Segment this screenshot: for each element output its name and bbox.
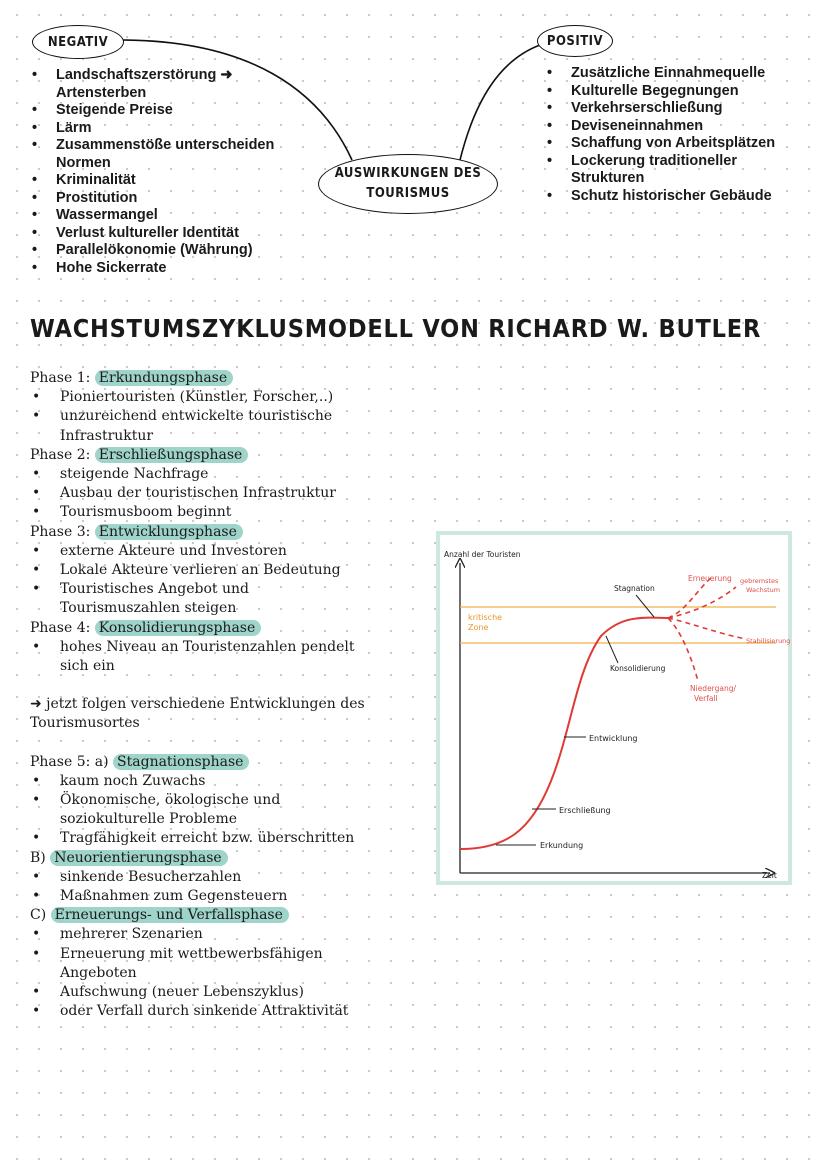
- outcome-erneuerung: Erneuerung: [688, 574, 732, 583]
- phase-1-title: [30, 369, 430, 388]
- stage-entwicklung: Entwicklung: [589, 734, 638, 743]
- phase-bullet: • sinkende Besucherzahlen: [30, 868, 430, 887]
- phase-name-highlight: Erneuerungs- und Verfallsphase: [51, 907, 289, 923]
- phase-2-title: [30, 446, 430, 465]
- phase-3-title: [30, 523, 430, 542]
- phase-bullet: • Erneuerung mit wettbewerbsfähigen: [30, 945, 430, 964]
- phase-bullet-cont: soziokulturelle Probleme: [60, 811, 238, 828]
- outcome-niedergang: Verfall: [694, 694, 718, 703]
- stage-erschliessung: Erschließung: [559, 806, 611, 815]
- phase-name-highlight: Neuorientierungsphase: [50, 850, 228, 866]
- negativ-item: • Zusammenstöße unterscheiden Normen: [30, 137, 305, 172]
- phase-bullet: • Tourismusboom beginnt: [30, 503, 430, 522]
- phase-5-title: [30, 753, 430, 772]
- negativ-item: • Wassermangel: [30, 207, 305, 225]
- negativ-list: [30, 67, 305, 277]
- center-topic-line-2: TOURISMUS: [366, 186, 450, 201]
- negativ-label: NEGATIV: [32, 25, 124, 59]
- phase-bullet-cont: Tourismuszahlen steigen: [60, 600, 237, 617]
- butler-diagram: [436, 531, 800, 891]
- stage-erkundung: Erkundung: [540, 841, 584, 850]
- positiv-label: POSITIV: [537, 25, 613, 57]
- outcome-gebremstes: Wachstum: [746, 586, 781, 594]
- phase-bullet: • Aufschwung (neuer Lebenszyklus): [30, 983, 430, 1002]
- branch-niedergang: [668, 618, 698, 681]
- phase-bullet-cont: sich ein: [60, 658, 115, 675]
- phase-bullet: • hohes Niveau an Touristenzahlen pendelt: [30, 638, 430, 657]
- positiv-item: • Deviseneinnahmen: [545, 118, 795, 136]
- positiv-item: • Verkehrserschließung: [545, 100, 795, 118]
- critical-zone-label: kritische: [468, 613, 503, 622]
- branch-gebremstes-wachstum: [668, 587, 736, 618]
- phase-prefix: Phase 3:: [30, 523, 95, 540]
- phase-prefix: Phase 4:: [30, 619, 95, 636]
- phase-bullet: • steigende Nachfrage: [30, 465, 430, 484]
- phase-name-highlight: Stagnationsphase: [113, 754, 249, 770]
- phase-bullet: • mehrerer Szenarien: [30, 925, 430, 944]
- stage-konsolidierung: Konsolidierung: [610, 664, 666, 673]
- x-axis-label: Zeit: [762, 871, 777, 880]
- phase-bullet: • Maßnahmen zum Gegensteuern: [30, 887, 430, 906]
- phase-name-highlight: Erschließungsphase: [95, 447, 249, 463]
- outcome-stabilisierung: Stabilisierung: [746, 637, 791, 645]
- negativ-item: • Lärm: [30, 120, 305, 138]
- negativ-item: • Kriminalität: [30, 172, 305, 190]
- phase-bullet-cont: Infrastruktur: [60, 427, 154, 444]
- phase-4-title: [30, 619, 430, 638]
- negativ-item: • Landschaftszerstörung ➜ Artensterben: [30, 67, 305, 102]
- phase-b-title: [30, 849, 430, 868]
- positiv-list: [545, 65, 795, 205]
- transition-line: ➜ jetzt folgen verschiedene Entwicklungen des: [30, 696, 365, 713]
- negativ-item: • Parallelökonomie (Währung): [30, 242, 305, 260]
- phase-c-title: [30, 906, 430, 925]
- negativ-item: • Prostitution: [30, 190, 305, 208]
- phase-bullet: • unzureichend entwickelte touristische: [30, 407, 430, 426]
- phase-bullet: • Lokale Akteure verlieren an Bedeutung: [30, 561, 430, 580]
- phase-name-highlight: Erkundungsphase: [95, 370, 233, 386]
- phase-bullet: • externe Akteure und Investoren: [30, 542, 430, 561]
- stage-stagnation: Stagnation: [614, 584, 655, 593]
- phase-name-highlight: Konsolidierungsphase: [95, 620, 262, 636]
- positiv-item: • Lockerung traditioneller Strukturen: [545, 153, 795, 188]
- positiv-item: • Schaffung von Arbeitsplätzen: [545, 135, 795, 153]
- positiv-item: • Zusätzliche Einnahmequelle: [545, 65, 795, 83]
- phase-bullet: • Touristisches Angebot und: [30, 580, 430, 599]
- phase-prefix: Phase 1:: [30, 370, 95, 386]
- y-axis-label: Anzahl der Touristen: [444, 550, 521, 559]
- center-topic: [318, 154, 498, 214]
- negativ-item: • Hohe Sickerrate: [30, 260, 305, 278]
- outcome-niedergang: Niedergang/: [690, 684, 737, 693]
- phase-bullet: • Tragfähigkeit erreicht bzw. überschritten: [30, 829, 430, 848]
- phase-bullet: • kaum noch Zuwachs: [30, 772, 430, 791]
- outcome-gebremstes: gebremstes: [740, 577, 779, 585]
- center-topic-line-1: AUSWIRKUNGEN DES: [334, 166, 482, 181]
- branch-stabilisierung: [668, 618, 746, 639]
- critical-zone-label: Zone: [468, 623, 489, 632]
- positiv-item: • Schutz historischer Gebäude: [545, 188, 795, 206]
- phase-bullet: • Ausbau der touristischen Infrastruktur: [30, 484, 430, 503]
- phase-name-highlight: Entwicklungsphase: [95, 524, 243, 540]
- phase-bullet: • oder Verfall durch sinkende Attraktivität: [30, 1002, 430, 1021]
- phase-bullet: • Ökonomische, ökologische und: [30, 791, 430, 810]
- leader-stagnation: [636, 595, 654, 617]
- transition-line: Tourismusortes: [30, 715, 140, 732]
- page-title: WACHSTUMSZYKLUSMODELL VON RICHARD W. BUTLER: [30, 314, 762, 343]
- negativ-item: • Verlust kultureller Identität: [30, 225, 305, 243]
- phase-prefix: Phase 5: a): [30, 753, 114, 770]
- phase-prefix: C): [30, 907, 51, 924]
- phases-text: [30, 369, 430, 1022]
- phase-bullet: • Pioniertouristen (Künstler, Forscher,..): [30, 388, 430, 407]
- phase-bullet-cont: Angeboten: [60, 964, 137, 981]
- negativ-item: • Steigende Preise: [30, 102, 305, 120]
- phase-prefix: B): [30, 849, 51, 866]
- phase-prefix: Phase 2:: [30, 446, 95, 463]
- positiv-item: • Kulturelle Begegnungen: [545, 83, 795, 101]
- leader-konsolidierung: [606, 636, 618, 663]
